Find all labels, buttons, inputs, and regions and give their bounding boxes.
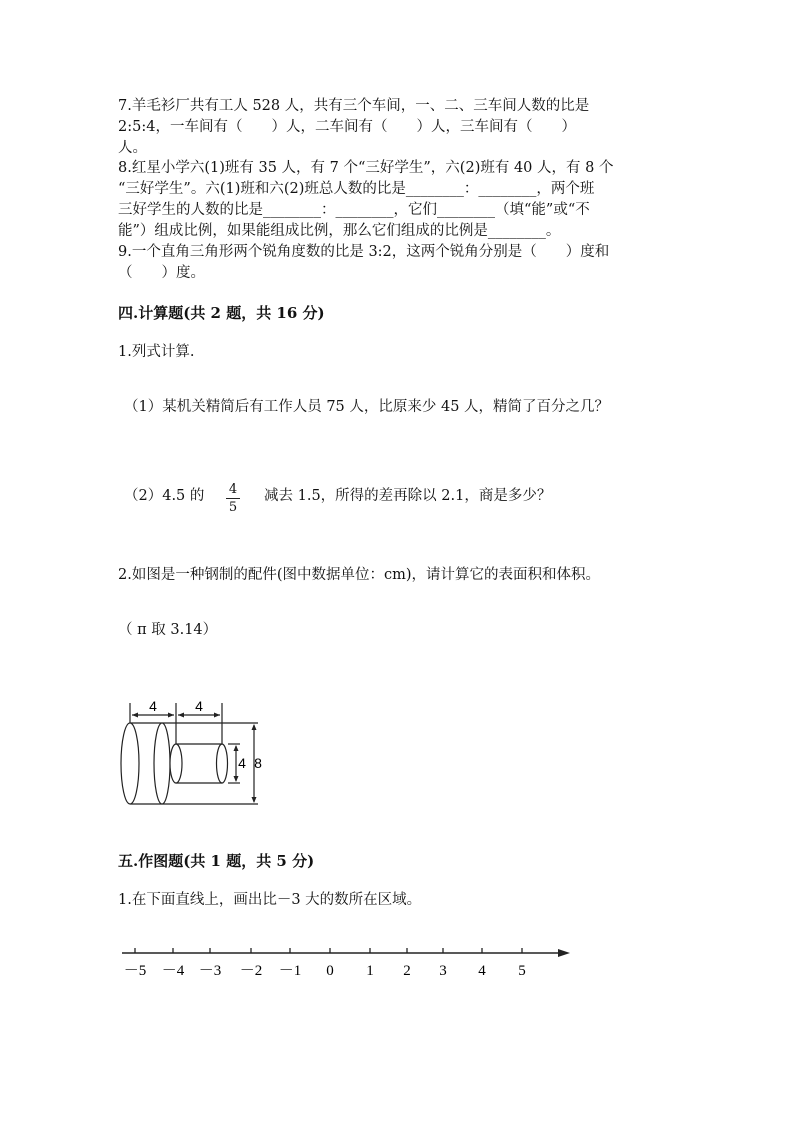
q8-line-1: 8.红星小学六(1)班有 35 人，有 7 个“三好学生”，六(2)班有 40 人，有 8 个 [118, 160, 614, 176]
number-line-arrow [558, 949, 570, 957]
number-line-label: 2 [403, 963, 411, 979]
s4-q1-title: 1.列式计算. [118, 344, 195, 360]
q9-line-1: 9.一个直角三角形两个锐角度数的比是 3:2，这两个锐角分别是（ ）度和 [118, 244, 610, 260]
large-cylinder-front-face [154, 723, 170, 804]
arrow-right-b [214, 713, 220, 718]
number-line-label: －2 [239, 963, 263, 979]
q8-line-3: 三好学生的人数的比是________：________，它们________（填“能”或“不 [118, 202, 590, 218]
number-line-label: －1 [278, 963, 302, 979]
dim-label-right: 4 [195, 698, 203, 714]
fraction-four-fifths [226, 482, 240, 515]
dim-label-left: 4 [149, 698, 157, 714]
number-line-label: 3 [439, 963, 447, 979]
s4-q2-pi: （ π 取 3.14） [118, 622, 218, 638]
number-line-label: 5 [518, 963, 526, 979]
number-line[interactable] [118, 935, 578, 995]
s4-q2-title: 2.如图是一种钢制的配件(图中数据单位：cm)，请计算它的表面积和体积。 [118, 567, 601, 583]
q7-line-2: 2:5:4，一车间有（ ）人，二车间有（ ）人，三车间有（ ） [118, 119, 576, 135]
section4-heading: 四.计算题(共 2 题，共 16 分) [118, 304, 325, 322]
arrow-small-top [234, 745, 239, 751]
number-line-label: －5 [123, 963, 147, 979]
arrow-large-bottom [252, 797, 257, 803]
dim-label-large-height: 8 [254, 755, 262, 771]
small-cylinder-end-face [217, 744, 228, 783]
small-cylinder-back-face [170, 744, 182, 783]
large-cylinder-back-face [121, 723, 139, 804]
arrow-left-a [132, 713, 138, 718]
s4-q1-part1: （1）某机关精简后有工作人员 75 人，比原来少 45 人，精简了百分之几？ [124, 399, 610, 415]
s5-q1-title: 1.在下面直线上，画出比－3 大的数所在区域。 [118, 892, 422, 908]
number-line-label: 1 [366, 963, 374, 979]
arrow-right-a [178, 713, 184, 718]
q7-line-3: 人。 [118, 140, 147, 156]
arrow-left-b [168, 713, 174, 718]
steel-part-figure [118, 695, 268, 810]
fraction-numerator: 4 [228, 482, 238, 497]
s4-q1-part2-prefix: （2）4.5 的 [124, 488, 205, 504]
q8-line-4: 能”）组成比例，如果能组成比例，那么它们组成的比例是________。 [118, 223, 561, 239]
fraction-bar [226, 498, 240, 499]
dim-label-small-height: 4 [238, 755, 246, 771]
section5-heading: 五.作图题(共 1 题，共 5 分) [118, 852, 315, 870]
number-line-label: －3 [198, 963, 222, 979]
number-line-label: －4 [161, 963, 185, 979]
s4-q1-part2-suffix: 减去 1.5，所得的差再除以 2.1，商是多少？ [264, 488, 552, 504]
arrow-small-bottom [234, 776, 239, 782]
number-line-label: 4 [478, 963, 486, 979]
arrow-large-top [252, 724, 257, 730]
fraction-denominator: 5 [228, 500, 238, 515]
number-line-label: 0 [326, 963, 334, 979]
q9-line-2: （ ）度。 [118, 265, 205, 281]
q7-line-1: 7.羊毛衫厂共有工人 528 人，共有三个车间，一、二、三车间人数的比是 [118, 98, 590, 114]
q8-line-2: “三好学生”。六(1)班和六(2)班总人数的比是________：________，两个班 [118, 181, 595, 197]
